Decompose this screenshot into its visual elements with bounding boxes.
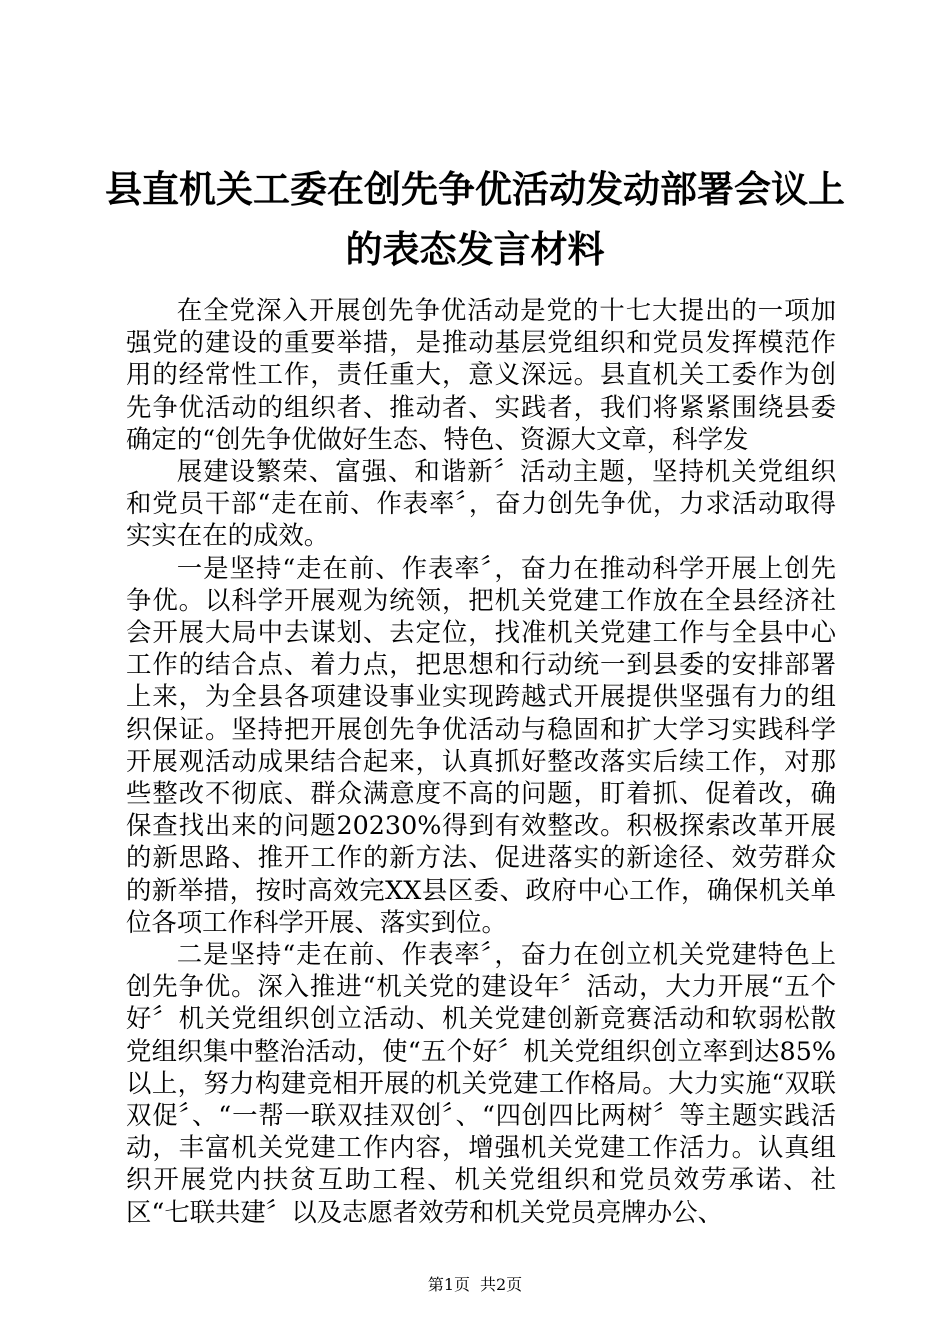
paragraph-point-one: 一是坚持“走在前、作表率〞，奋力在推动科学开展上创先争优。以科学开展观为统领，把机关党建工作放在全县经济社会开展大局中去谋划、去定位，找准机关党建工作与全县中心工作的结合点、着力点，把思想和行动统一到县委的安排部署上来，为全县各项建设事业实现跨越式开展提供坚强有力的组织保证。坚持把开展创先争优活动与稳固和扩大学习实践科学开展观活动成果结合起来，认真抓好整改落实后续工作，对那些整改不彻底、群众满意度不高的问题，盯着抓、促着改，确保查找出来的问题20230%得到有效整改。积极探索改革开展的新思路、推开工作的新方法、促进落实的新途径、效劳群众的新举措，按时高效完XX县区委、政府中心工作，确保机关单位各项工作科学开展、落实到位。 (126, 552, 836, 937)
page-footer (0, 1275, 950, 1295)
paragraph-theme: 展建设繁荣、富强、和谐新〞活动主题，坚持机关党组织和党员干部“走在前、作表率〞，奋力创先争优，力求活动取得实实在在的成效。 (126, 456, 836, 551)
page-total: 共2页 (480, 1275, 523, 1294)
paragraph-point-two: 二是坚持“走在前、作表率〞，奋力在创立机关党建特色上创先争优。深入推进“机关党的建设年〞活动，大力开展“五个好〞机关党组织创立活动、机关党建创新竞赛活动和软弱松散党组织集中整治活动，使“五个好〞机关党组织创立率到达85%以上，努力构建竞相开展的机关党建工作格局。大力实施“双联双促〞、“一帮一联双挂双创〞、“四创四比两树〞等主题实践活动，丰富机关党建工作内容，增强机关党建工作活力。认真组织开展党内扶贫互助工程、机关党组织和党员效劳承诺、社区“七联共建〞以及志愿者效劳和机关党员亮牌办公、 (126, 939, 836, 1227)
paragraph-intro: 在全党深入开展创先争优活动是党的十七大提出的一项加强党的建设的重要举措，是推动基层党组织和党员发挥模范作用的经常性工作，责任重大，意义深远。县直机关工委作为创先争优活动的组织者、推动者、实践者，我们将紧紧围绕县委确定的“创先争优做好生态、特色、资源大文章，科学发 (126, 295, 836, 454)
document-title: 县直机关工委在创先争优活动发动部署会议上的表态发言材料 (105, 168, 845, 271)
document-body (126, 294, 836, 1228)
page-number: 第1页 (427, 1275, 470, 1294)
